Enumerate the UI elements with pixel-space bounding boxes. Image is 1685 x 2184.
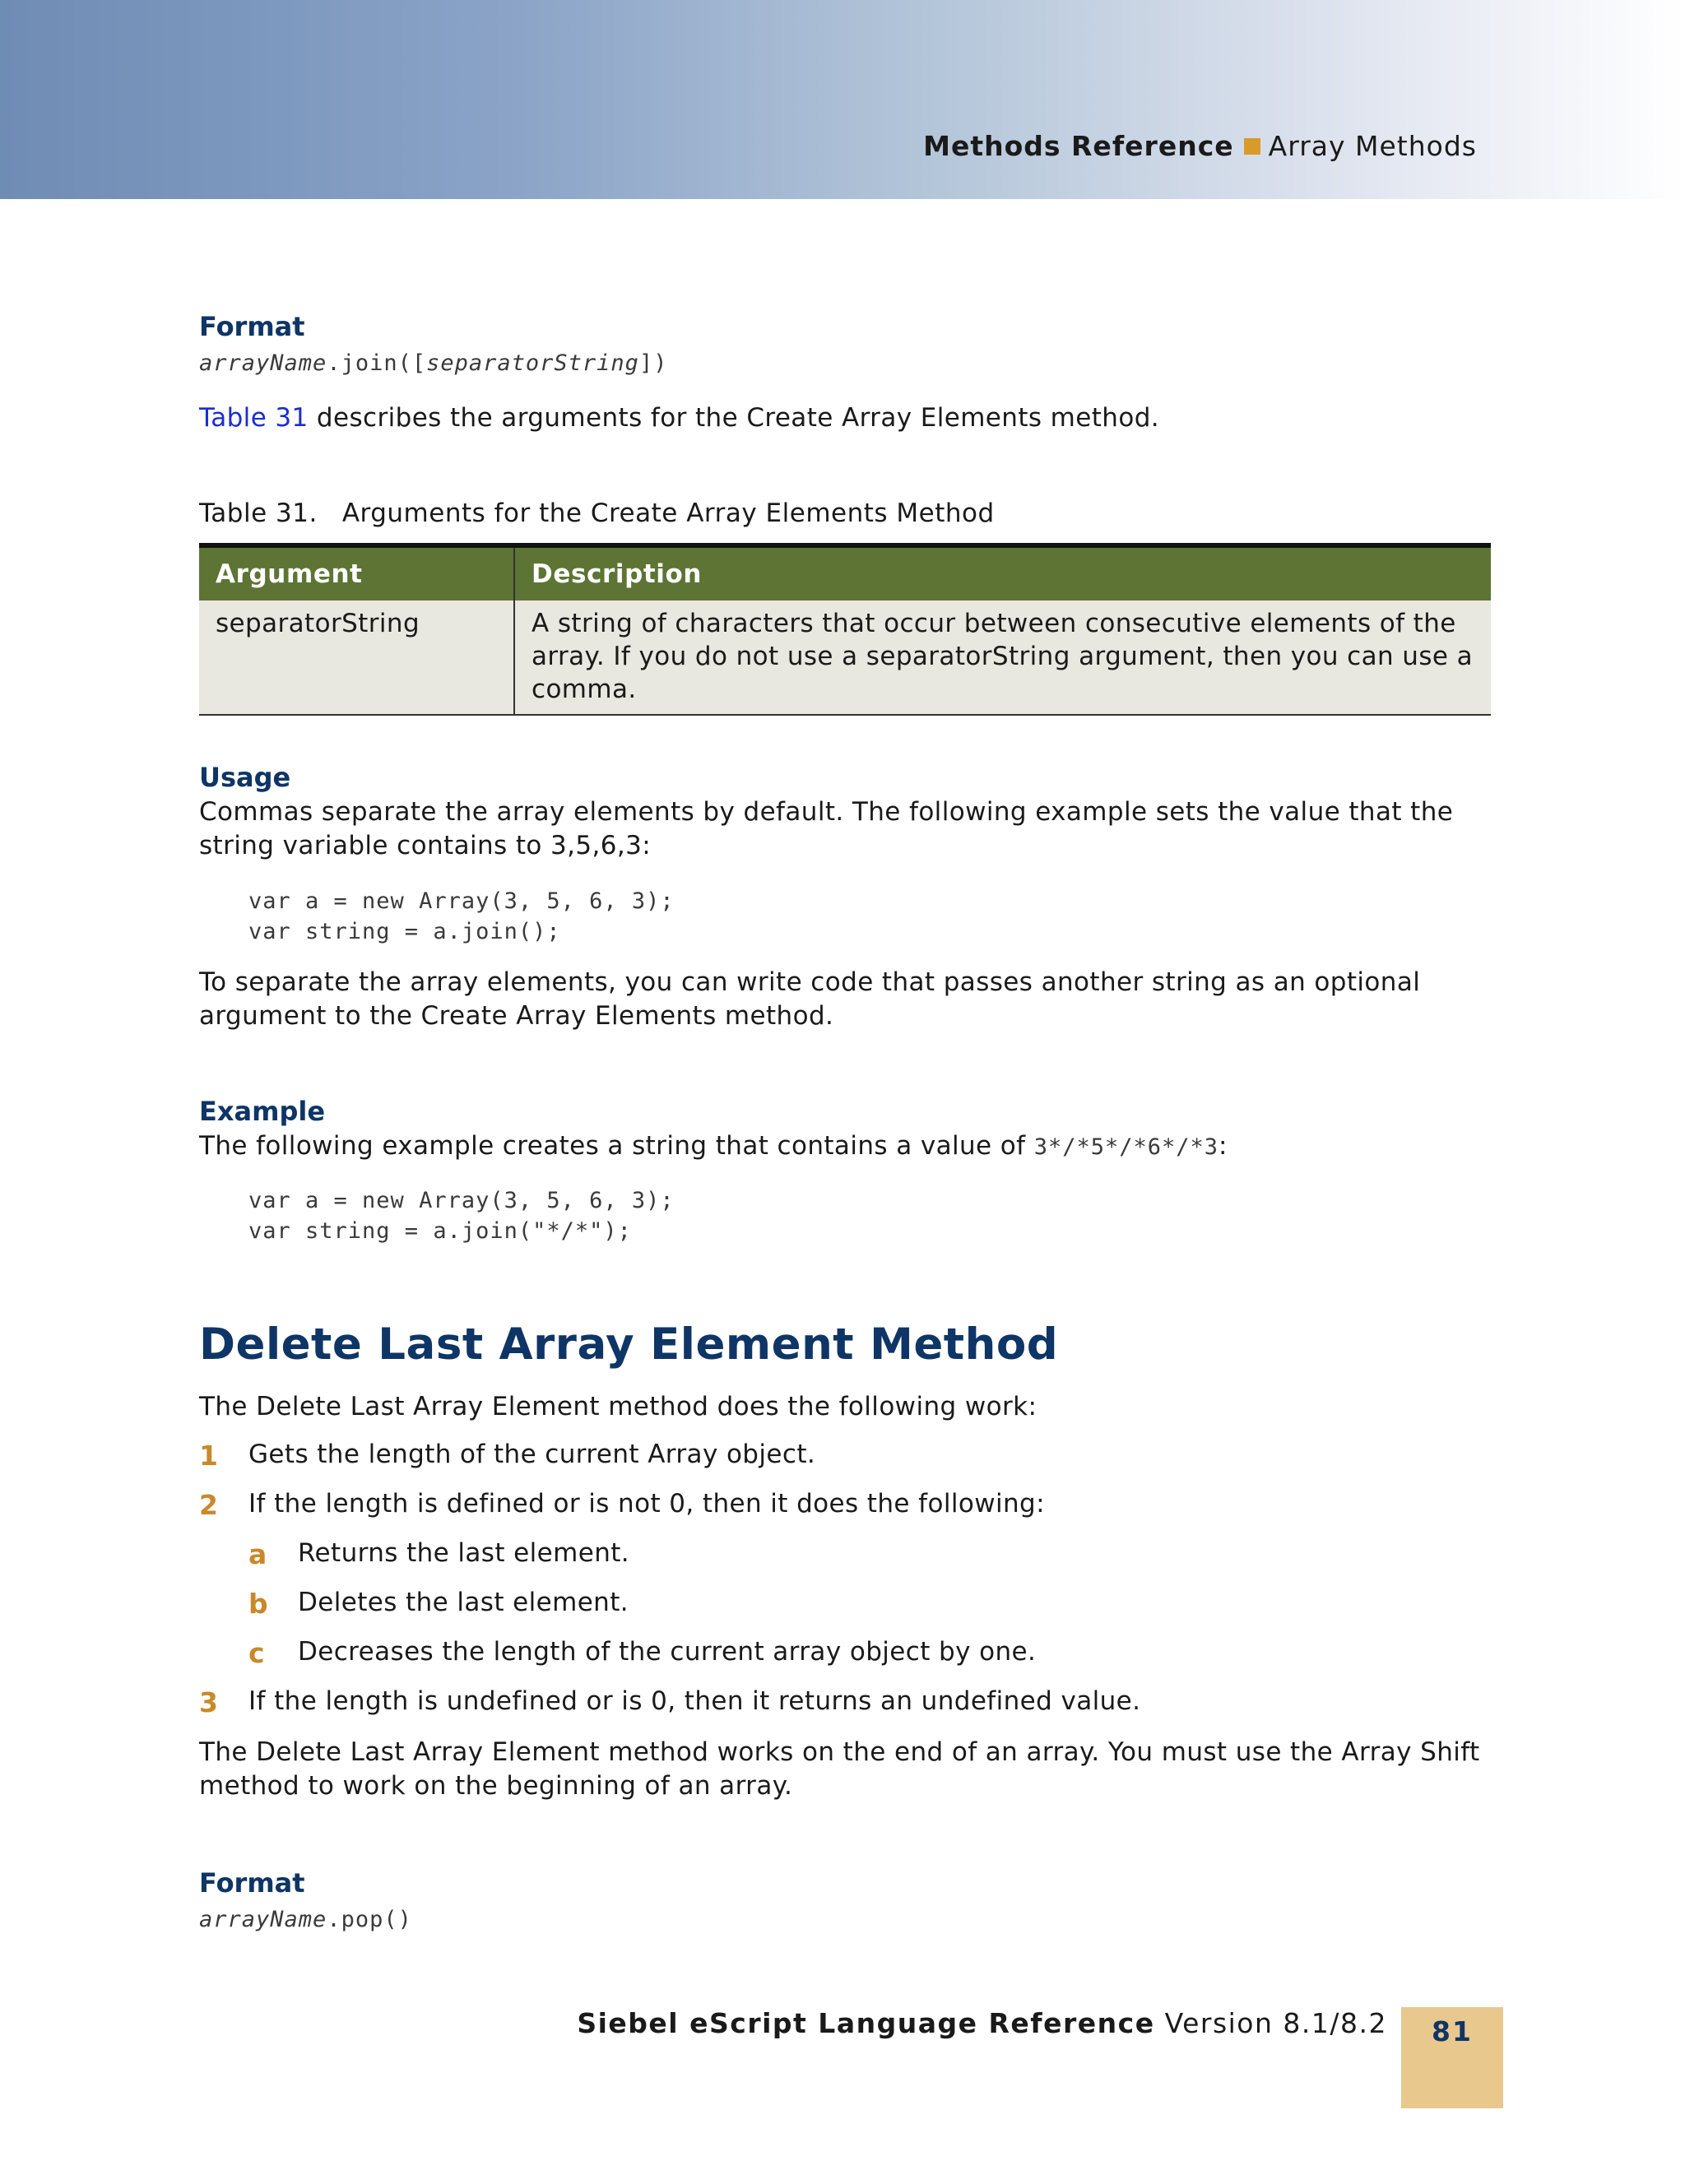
- table-intro: [199, 401, 1159, 435]
- list-item: [248, 1538, 630, 1570]
- example-heading: Example: [199, 1096, 326, 1127]
- example-code: var a = new Array(3, 5, 6, 3); var string = a.join("*/*");: [248, 1188, 675, 1244]
- table-header-description: Description: [514, 548, 1491, 600]
- table-cell-description: A string of characters that occur between consecutive elements of the array. If you do not use a separatorString argument, then you can use a comma.: [514, 600, 1491, 714]
- list-item: [199, 1440, 816, 1472]
- syntax-method: .join([: [327, 350, 427, 376]
- table-cell-argument: separatorString: [199, 600, 514, 714]
- list-item-text: Returns the last element.: [298, 1538, 630, 1568]
- join-syntax: [199, 350, 667, 376]
- pop-syntax: [199, 1907, 412, 1932]
- list-item-text: If the length is undefined or is 0, then it returns an undefined value.: [248, 1686, 1141, 1716]
- syntax-param: separatorString: [426, 350, 639, 376]
- list-item-text: Decreases the length of the current array object by one.: [298, 1637, 1037, 1667]
- page-number: 81: [1432, 2015, 1473, 2047]
- arguments-table: [199, 543, 1491, 716]
- table-row: [199, 600, 1491, 714]
- list-marker: 3: [199, 1686, 219, 1718]
- header-band: [0, 0, 1685, 199]
- section-note: The Delete Last Array Element method works on the end of an array. You must use the Array Shift method to work on the beginning of an array.: [199, 1737, 1480, 1801]
- header-chapter: Methods Reference: [923, 130, 1234, 162]
- usage-text-2: To separate the array elements, you can write code that passes another string as an optional argument to the Create Array Elements method.: [199, 967, 1421, 1031]
- table-header-argument: Argument: [199, 548, 514, 600]
- example-text-after: :: [1218, 1131, 1228, 1161]
- usage-code: var a = new Array(3, 5, 6, 3); var string = a.join();: [248, 888, 675, 944]
- table-header-row: [199, 548, 1491, 600]
- format-heading: Format: [199, 311, 305, 342]
- example-value: 3*/*5*/*6*/*3: [1033, 1134, 1219, 1160]
- table-caption-number: Table 31.: [199, 498, 318, 528]
- list-marker: c: [248, 1637, 265, 1669]
- page-footer: [0, 2007, 1387, 2039]
- list-item: [199, 1686, 1141, 1718]
- list-item-text: Deletes the last element.: [298, 1588, 629, 1617]
- footer-book-title: Siebel eScript Language Reference: [577, 2007, 1155, 2039]
- table-31-link[interactable]: Table 31: [199, 403, 309, 433]
- example-text-before: The following example creates a string that contains a value of: [199, 1131, 1034, 1161]
- page-number-box: [1401, 2007, 1503, 2108]
- table-caption-title: Arguments for the Create Array Elements Method: [341, 498, 995, 528]
- pop-syntax-object: arrayName: [199, 1907, 327, 1932]
- table-caption: [199, 498, 995, 528]
- list-marker: 1: [199, 1440, 219, 1472]
- section-title: Delete Last Array Element Method: [199, 1319, 1059, 1370]
- usage-text: Commas separate the array elements by default. The following example sets the value that the string variable contains to 3,5,6,3:: [199, 797, 1454, 860]
- list-marker: 2: [199, 1489, 219, 1521]
- pop-format-heading: Format: [199, 1867, 305, 1899]
- running-header: [923, 130, 1477, 162]
- example-text: [199, 1129, 1228, 1164]
- list-item: [248, 1588, 629, 1620]
- section-intro: The Delete Last Array Element method does the following work:: [199, 1392, 1037, 1421]
- list-item: [199, 1489, 1045, 1521]
- pop-syntax-method: .pop(): [327, 1907, 412, 1932]
- syntax-object: arrayName: [199, 350, 327, 376]
- table-intro-text: describes the arguments for the Create Array Elements method.: [308, 403, 1160, 433]
- syntax-close: ]): [638, 350, 668, 376]
- table-bottom-rule: [199, 714, 1491, 716]
- list-item-text: Gets the length of the current Array object.: [248, 1440, 816, 1469]
- footer-version: Version 8.1/8.2: [1154, 2007, 1387, 2039]
- usage-heading: Usage: [199, 762, 291, 793]
- list-marker: a: [248, 1538, 267, 1570]
- header-separator-square: [1244, 138, 1260, 155]
- list-item-text: If the length is defined or is not 0, then it does the following:: [248, 1489, 1045, 1519]
- header-section: Array Methods: [1268, 130, 1477, 162]
- list-item: [248, 1637, 1037, 1669]
- list-marker: b: [248, 1588, 269, 1620]
